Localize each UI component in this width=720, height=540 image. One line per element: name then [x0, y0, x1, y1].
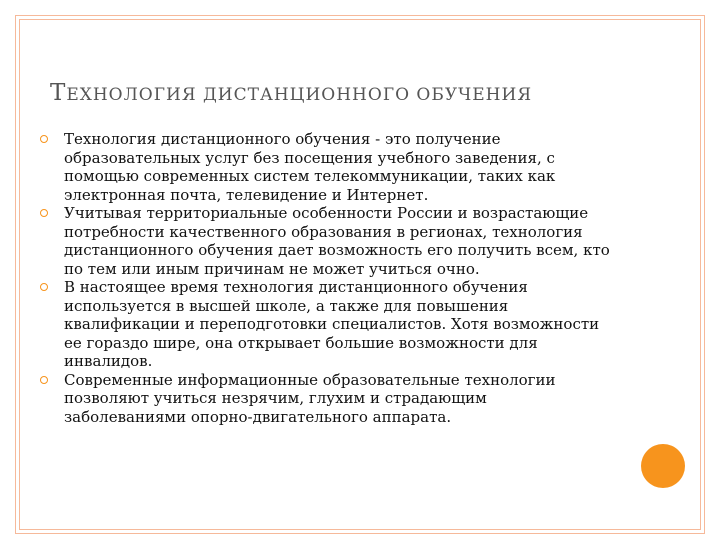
orange-circle-icon	[641, 444, 685, 488]
bullet-text: Технология дистанционного обучения - это получение образовательных услуг без посещения учебного заведения, с помощью современных систем телекоммуникации, таких как электронная почта, телевидение и Интернет.	[64, 130, 556, 204]
bullet-item	[40, 371, 610, 427]
circle-bullet-icon	[40, 135, 48, 143]
slide-title	[50, 80, 670, 106]
bullet-item	[40, 278, 610, 371]
bullet-item	[40, 204, 610, 278]
circle-bullet-icon	[40, 376, 48, 384]
circle-bullet-icon	[40, 283, 48, 291]
bullet-text: Современные информационные образовательные технологии позволяют учиться незрячим, глухим и страдающим заболеваниями опорно-двигательного аппарата.	[64, 370, 556, 426]
title-rest: ЕХНОЛОГИЯ ДИСТАНЦИОННОГО ОБУЧЕНИЯ	[66, 85, 533, 105]
bullet-text: Учитывая территориальные особенности России и возрастающие потребности качественного образования в регионах, технология дистанционного обучения дает возможность его получить всем, кто по тем или иным причинам не может учиться очно.	[64, 204, 610, 278]
bullet-list	[40, 130, 610, 426]
bullet-item	[40, 130, 610, 204]
circle-bullet-icon	[40, 209, 48, 217]
title-initial: Т	[50, 80, 67, 106]
bullet-text: В настоящее время технология дистанционного обучения используется в высшей школе, а также для повышения квалификации и переподготовки специалистов. Хотя возможности ее гораздо шире, она открывает большие возможности для инвалидов.	[64, 278, 600, 370]
